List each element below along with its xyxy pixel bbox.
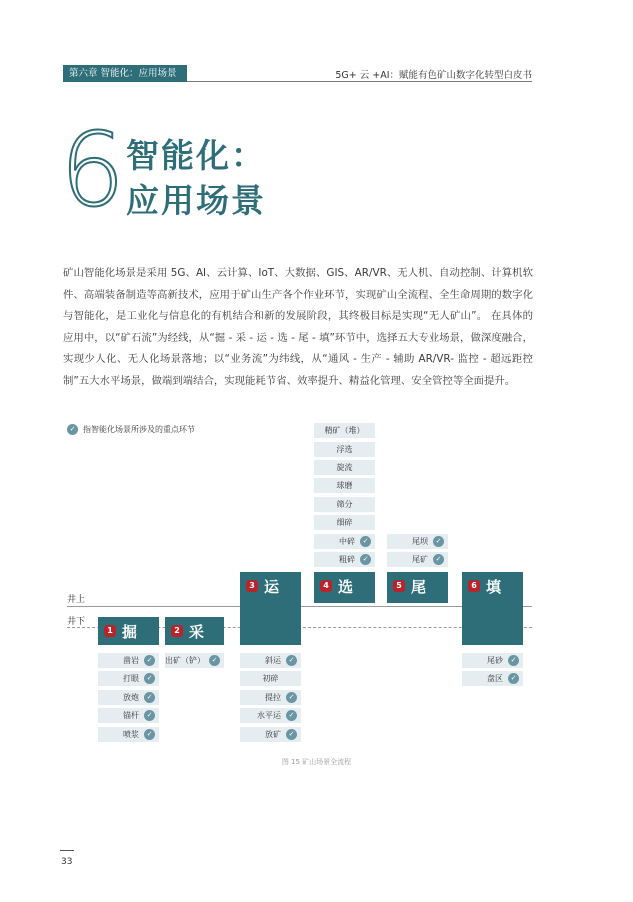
step-label: 浮选 bbox=[336, 444, 353, 454]
above-ground-label: 井上 bbox=[67, 595, 86, 605]
check-icon: ✓ bbox=[144, 692, 155, 703]
check-icon: ✓ bbox=[508, 673, 519, 684]
step-label: 打眼 bbox=[123, 674, 139, 684]
stage-number-badge: 4 bbox=[320, 580, 332, 592]
step-label: 喷浆 bbox=[123, 729, 139, 739]
step-item bbox=[165, 653, 224, 668]
step-label: 盘区 bbox=[487, 674, 503, 684]
step-item bbox=[240, 653, 301, 668]
step-item bbox=[387, 552, 448, 567]
stage-box bbox=[314, 572, 375, 603]
step-label: 细碎 bbox=[336, 518, 353, 528]
chapter-title-line1: 智能化： bbox=[126, 136, 266, 175]
step-label: 凿岩 bbox=[123, 656, 139, 665]
check-icon: ✓ bbox=[286, 710, 297, 721]
chapter-tab: 第六章 智能化：应用场景 bbox=[63, 65, 187, 82]
step-label: 粗碎 bbox=[339, 555, 355, 564]
stage-name: 选 bbox=[338, 578, 354, 596]
below-ground-label: 井下 bbox=[67, 617, 86, 627]
step-label: 中碎 bbox=[339, 536, 355, 546]
step-label: 旋流 bbox=[336, 463, 353, 472]
stage-number-badge: 6 bbox=[468, 580, 480, 592]
stage-box bbox=[165, 617, 224, 645]
step-label: 提拉 bbox=[265, 692, 281, 702]
book-title: 5G+ 云 +AI：赋能有色矿山数字化转型白皮书 bbox=[335, 70, 532, 81]
step-item bbox=[240, 671, 301, 686]
header-rule bbox=[187, 81, 532, 82]
step-item bbox=[240, 727, 301, 742]
stage-box bbox=[98, 617, 159, 645]
check-icon: ✓ bbox=[144, 729, 155, 740]
check-icon: ✓ bbox=[286, 692, 297, 703]
step-item bbox=[98, 671, 159, 686]
step-item bbox=[314, 497, 375, 512]
step-label: 斜运 bbox=[265, 656, 281, 665]
step-label: 尾矿 bbox=[412, 555, 428, 564]
check-icon: ✓ bbox=[144, 710, 155, 721]
step-item bbox=[98, 653, 159, 668]
check-icon: ✓ bbox=[433, 536, 444, 547]
stage-number-badge: 2 bbox=[171, 625, 183, 637]
step-item bbox=[240, 690, 301, 705]
step-item bbox=[98, 727, 159, 742]
stage-number-badge: 3 bbox=[246, 580, 258, 592]
figure-caption: 图 15 矿山场景全流程 bbox=[281, 758, 352, 766]
step-item bbox=[314, 534, 375, 549]
step-label: 放矿 bbox=[265, 729, 281, 739]
stage-name: 掘 bbox=[122, 623, 138, 641]
stage-box bbox=[462, 572, 523, 645]
chapter-title-line2: 应用场景 bbox=[126, 181, 266, 220]
step-item bbox=[240, 708, 301, 723]
page-number-rule bbox=[60, 850, 74, 851]
step-item bbox=[314, 442, 375, 457]
step-item bbox=[462, 653, 523, 668]
step-item bbox=[387, 534, 448, 549]
step-item bbox=[314, 515, 375, 530]
step-item bbox=[98, 708, 159, 723]
step-label: 筛分 bbox=[336, 499, 353, 509]
check-icon: ✓ bbox=[286, 729, 297, 740]
check-icon: ✓ bbox=[508, 655, 519, 666]
step-item bbox=[314, 478, 375, 493]
stage-number-badge: 1 bbox=[104, 625, 116, 637]
step-label: 精矿（堆） bbox=[324, 426, 365, 436]
stage-number-badge: 5 bbox=[393, 580, 405, 592]
stage-name: 填 bbox=[486, 578, 502, 596]
stage-name: 运 bbox=[264, 578, 280, 596]
chapter-number: 6 bbox=[60, 111, 125, 230]
step-label: 放炮 bbox=[123, 692, 139, 702]
step-label: 尾坝 bbox=[412, 536, 428, 546]
check-icon: ✓ bbox=[209, 655, 220, 666]
page-number: 33 bbox=[61, 857, 73, 867]
legend-text: 指智能化场景所涉及的重点环节 bbox=[83, 425, 195, 434]
step-label: 水平运 bbox=[257, 711, 281, 721]
stage-name: 采 bbox=[189, 623, 205, 641]
diagram-legend bbox=[67, 424, 195, 435]
step-label: 锚杆 bbox=[123, 711, 139, 721]
check-icon: ✓ bbox=[144, 655, 155, 666]
check-icon: ✓ bbox=[144, 673, 155, 684]
step-item bbox=[314, 460, 375, 475]
intro-paragraph: 矿山智能化场景是采用 5G、AI、云计算、IoT、大数据、GIS、AR/VR、无人机、自动控制、计算机软件、高端装备制造等高新技术，应用于矿山生产各个作业环节，实现矿山全流程、全生命周期的数字化与智能化，是工业化与信息化的有机结合和新的发展阶段，其终极目标是实现“无人矿山”。 在具体的应用中，以“矿石流”为经线，从“掘 - 采 - 运 - 选 - 尾 - 填”环节中，选择五大专业场景，做深度融合，实现少人化、无人化场景落地；以“业务流”为纬线，从“通风 - 生产 - 辅助 AR/VR- 监控 - 超远距控制”五大水平场景，做端到端结合，实现能耗节省、效率提升、精益化管理、安全管控等全面提升。 bbox=[63, 267, 533, 387]
check-icon: ✓ bbox=[360, 554, 371, 565]
stage-box bbox=[240, 572, 301, 645]
check-icon: ✓ bbox=[286, 655, 297, 666]
step-item bbox=[98, 690, 159, 705]
step-label: 出矿（铲） bbox=[165, 656, 205, 665]
step-item bbox=[314, 552, 375, 567]
stage-name: 尾 bbox=[411, 578, 427, 596]
step-item bbox=[462, 671, 523, 686]
step-label: 球磨 bbox=[336, 481, 353, 491]
stage-box bbox=[387, 572, 448, 603]
step-label: 尾砂 bbox=[487, 656, 503, 665]
step-label: 初碎 bbox=[262, 674, 279, 684]
check-icon: ✓ bbox=[67, 424, 78, 435]
step-item bbox=[314, 423, 375, 438]
check-icon: ✓ bbox=[360, 536, 371, 547]
check-icon: ✓ bbox=[433, 554, 444, 565]
